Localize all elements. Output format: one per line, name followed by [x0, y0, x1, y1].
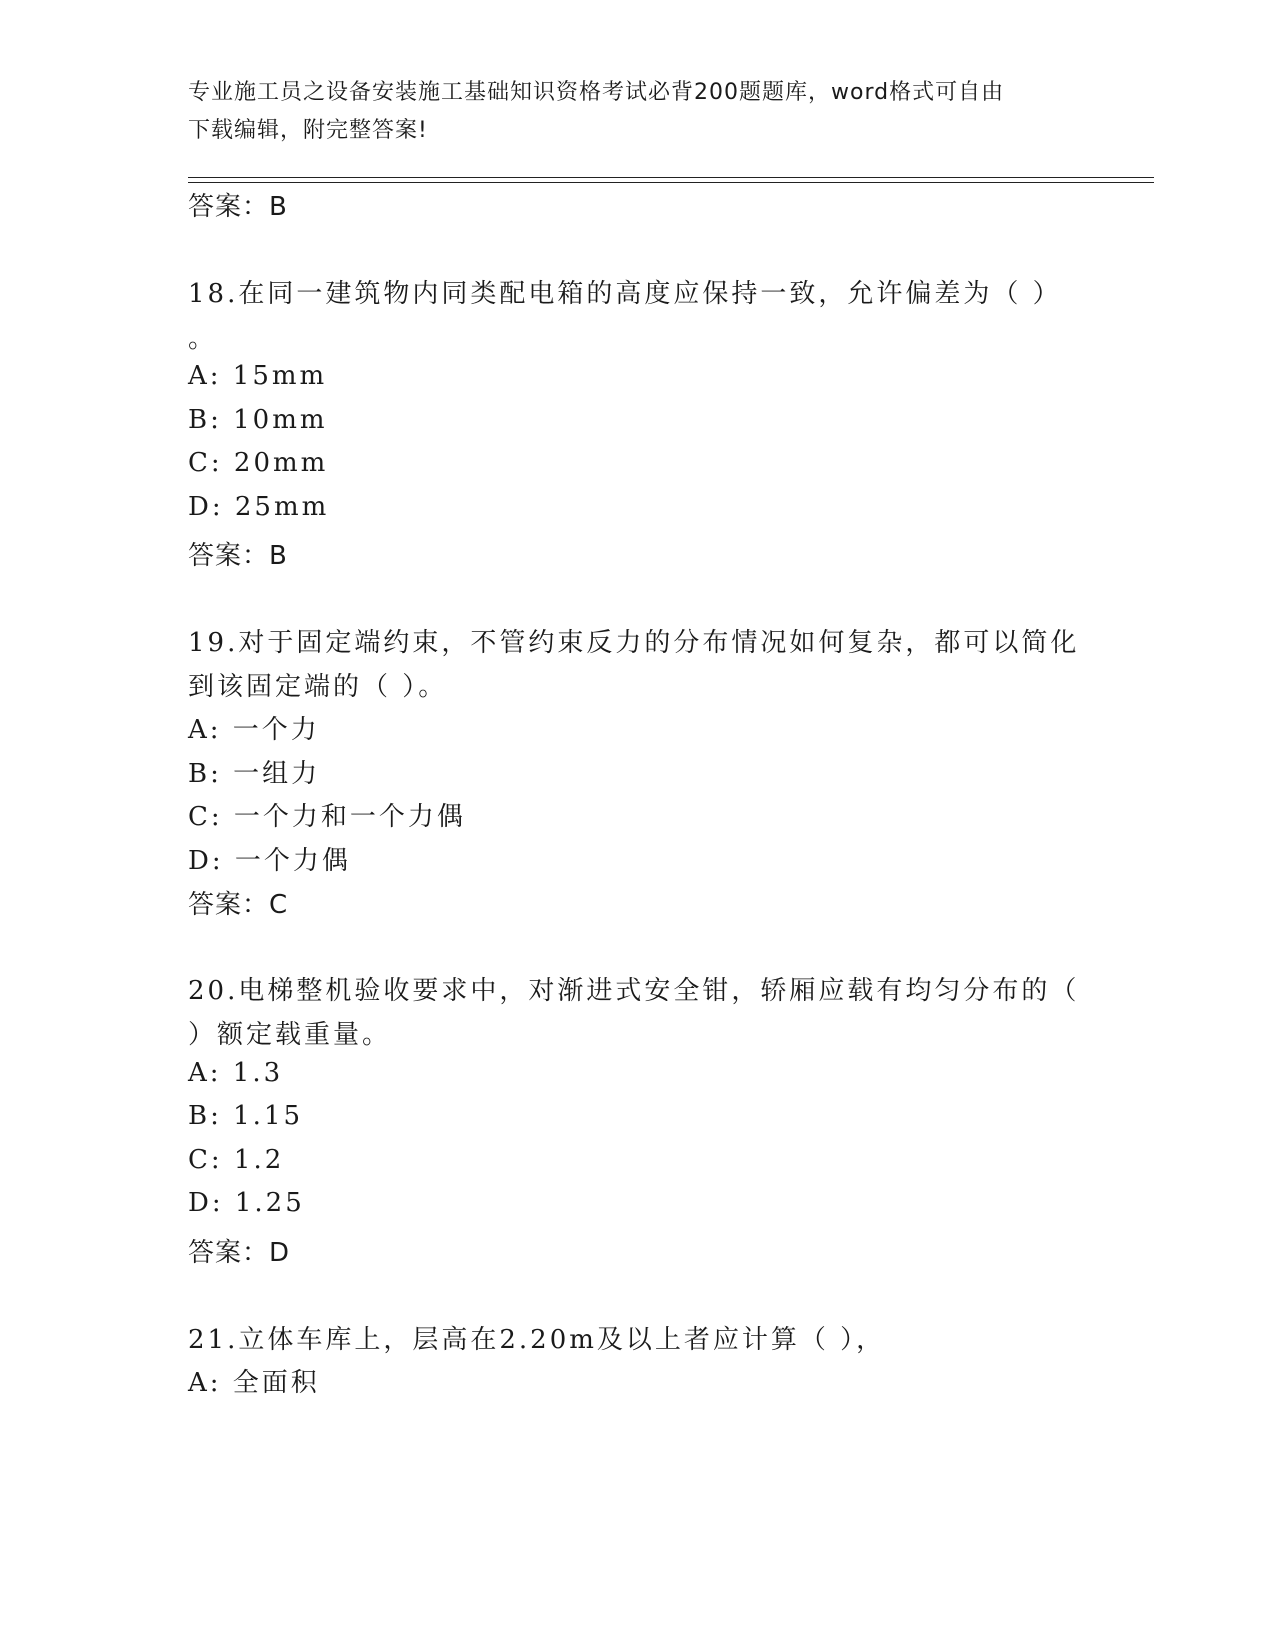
- question-20-option-b: B: 1.15: [188, 1101, 304, 1131]
- question-21-option-a: A: 全面积: [188, 1368, 320, 1398]
- question-19-option-d: D: 一个力偶: [188, 846, 351, 876]
- question-18-stem: 18.在同一建筑物内同类配电箱的高度应保持一致，允许偏差为（ ）: [188, 279, 1062, 309]
- question-18-stem-cont: 。: [188, 324, 218, 354]
- question-20-stem: 20.电梯整机验收要求中，对渐进式安全钳，轿厢应载有均匀分布的（: [188, 976, 1080, 1006]
- header-title-line-2: 下载编辑，附完整答案!: [188, 118, 428, 143]
- question-19-option-b: B: 一组力: [188, 759, 321, 789]
- header-divider-bottom: [188, 182, 1154, 183]
- question-19-option-a: A: 一个力: [188, 715, 320, 745]
- question-19-answer: 答案：C: [188, 890, 289, 920]
- question-19-stem: 19.对于固定端约束，不管约束反力的分布情况如何复杂，都可以简化: [188, 628, 1080, 658]
- question-18-option-a: A: 15mm: [188, 361, 328, 391]
- question-19-option-c: C: 一个力和一个力偶: [188, 802, 466, 832]
- header-divider-top: [188, 177, 1154, 178]
- question-18-option-d: D: 25mm: [188, 492, 330, 522]
- document-header: [188, 74, 1068, 150]
- question-19-stem-cont: 到该固定端的（ ）。: [188, 672, 448, 702]
- question-20-answer: 答案：D: [188, 1238, 291, 1268]
- question-18-option-b: B: 10mm: [188, 405, 328, 435]
- previous-answer: 答案：B: [188, 192, 288, 222]
- question-20-option-d: D: 1.25: [188, 1188, 305, 1218]
- question-20-stem-cont: ）额定载重量。: [188, 1020, 392, 1050]
- question-21-stem: 21.立体车库上，层高在2.20m及以上者应计算（ ），: [188, 1325, 886, 1355]
- question-18-option-c: C: 20mm: [188, 448, 329, 478]
- question-20-option-c: C: 1.2: [188, 1145, 285, 1175]
- question-20-option-a: A: 1.3: [188, 1058, 284, 1088]
- header-title-line-1: 专业施工员之设备安装施工基础知识资格考试必背200题题库，word格式可自由: [188, 80, 1005, 105]
- question-18-answer: 答案：B: [188, 541, 288, 571]
